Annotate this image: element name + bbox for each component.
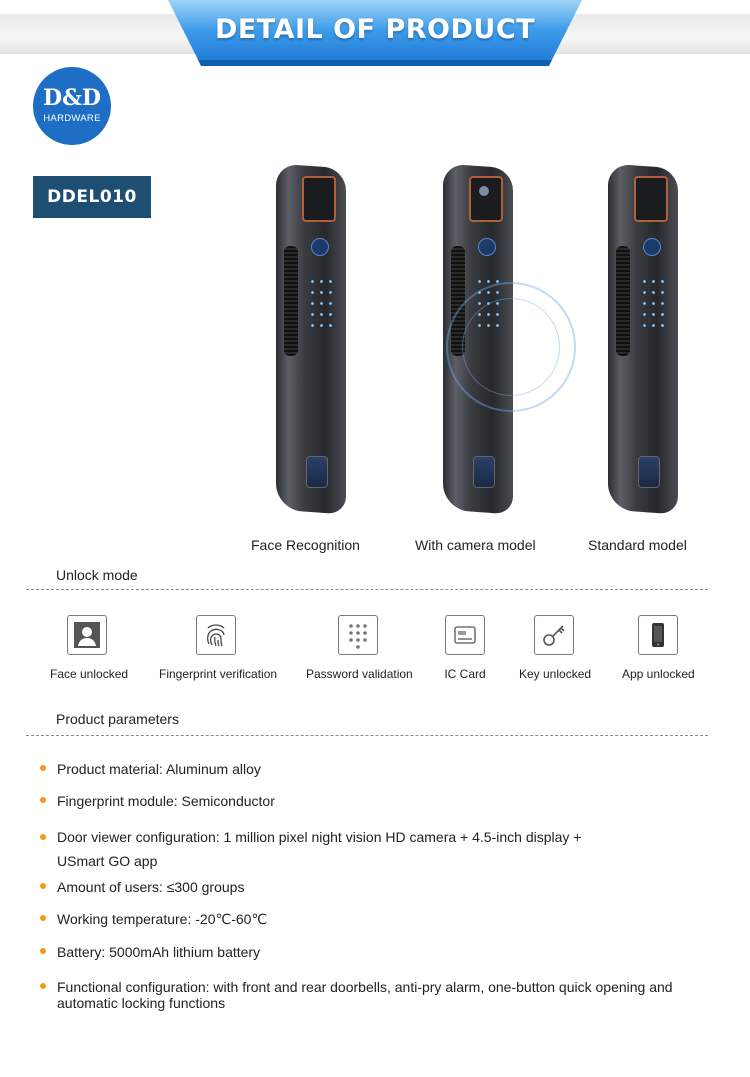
mode-label: Key unlocked [519,667,592,681]
mode-key [519,615,592,681]
param-item: Working temperature: -20℃-60℃ [40,911,720,927]
keypad-icon [338,615,378,655]
mode-fingerprint [159,615,278,681]
mode-ic-card [442,615,488,681]
mode-label: Face unlocked [50,667,129,681]
param-item: Functional configuration: with front and rear doorbells, anti-pry alarm, one-button quick opening and automatic locking functions [40,979,720,1011]
bullet-icon [40,797,46,803]
logo-main-text: D&D [42,85,102,111]
caption-camera-model: With camera model [415,537,536,553]
mode-label: IC Card [444,667,486,681]
lock-image-standard [608,166,678,512]
divider [26,589,708,590]
divider [26,735,708,736]
mode-label: Password validation [306,667,413,681]
param-item: Battery: 5000mAh lithium battery [40,944,720,960]
mode-label: Fingerprint verification [159,667,278,681]
brand-logo [33,67,111,145]
watermark-stamp [446,282,576,412]
mode-face [50,615,129,681]
mode-label: App unlocked [622,667,695,681]
bullet-icon [40,915,46,921]
key-icon [534,615,574,655]
mode-app [622,615,694,681]
bullet-icon [40,834,46,840]
model-badge: DDEL010 [33,176,151,218]
param-item: Product material: Aluminum alloy [40,761,720,777]
param-item: Fingerprint module: Semiconductor [40,793,720,809]
face-icon [67,615,107,655]
lock-image-face [276,166,346,512]
bullet-icon [40,883,46,889]
page-title: DETAIL OF PRODUCT [214,14,536,45]
caption-face-recognition: Face Recognition [251,537,360,553]
mode-password [306,615,413,681]
fingerprint-icon [196,615,236,655]
param-item: Door viewer configuration: 1 million pixel night vision HD camera + 4.5-inch display + USmart GO app [40,825,630,873]
param-item: Amount of users: ≤300 groups [40,879,720,895]
bullet-icon [40,983,46,989]
bullet-icon [40,948,46,954]
bullet-icon [40,765,46,771]
caption-standard-model: Standard model [588,537,687,553]
product-parameters-title: Product parameters [56,711,179,727]
logo-sub-text: HARDWARE [43,113,101,124]
phone-icon [638,615,678,655]
unlock-mode-title: Unlock mode [56,567,138,583]
card-icon [445,615,485,655]
